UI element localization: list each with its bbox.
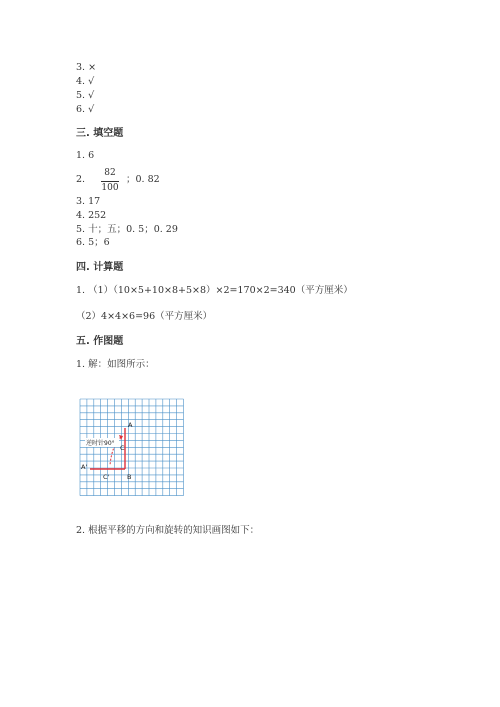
fill-answer-1: 1. 6: [76, 150, 95, 161]
judge-answer-3: 3. ×: [76, 62, 97, 73]
rotation-label: 逆时针90°: [86, 440, 115, 447]
rotation-arrowhead: [119, 435, 123, 440]
label-a: A: [128, 421, 133, 429]
grid-lines: [80, 399, 184, 496]
label-c-prime: C': [103, 473, 110, 481]
label-c: C: [120, 444, 125, 452]
fill-answer-4: 4. 252: [76, 210, 107, 221]
label-a-prime: A': [81, 463, 88, 471]
fill-answer-5: 5. 十；五；0. 5；0. 29: [76, 224, 178, 235]
fill-answer-3: 3. 17: [76, 196, 101, 207]
judge-answer-4: 4. √: [76, 76, 95, 87]
fill-answer-2-number: 2.: [76, 174, 86, 185]
fraction-denominator: 100: [101, 183, 119, 193]
fraction-numerator: 82: [104, 168, 116, 178]
judge-answer-6: 6. √: [76, 104, 95, 115]
drawing-answer-1: 1. 解：如图所示：: [76, 359, 155, 370]
calc-answer-2: （2）4×4×6=96（平方厘米）: [76, 311, 213, 322]
fill-answer-6: 6. 5；6: [76, 237, 110, 248]
fraction-bar: [101, 181, 119, 182]
rotation-grid-figure: [78, 397, 188, 497]
fill-answer-2-rest: ；0. 82: [126, 174, 160, 185]
section-5-heading: 五. 作图题: [76, 336, 124, 347]
fraction: [101, 168, 119, 194]
judge-answer-5: 5. √: [76, 90, 95, 101]
calc-answer-1: 1. （1）（10×5+10×8+5×8）×2=170×2=340（平方厘米）: [76, 285, 353, 296]
drawing-answer-2: 2. 根据平移的方向和旋转的知识画图如下：: [76, 525, 260, 536]
section-3-heading: 三. 填空题: [76, 128, 124, 139]
label-b: B: [127, 473, 132, 481]
section-4-heading: 四. 计算题: [76, 262, 124, 273]
